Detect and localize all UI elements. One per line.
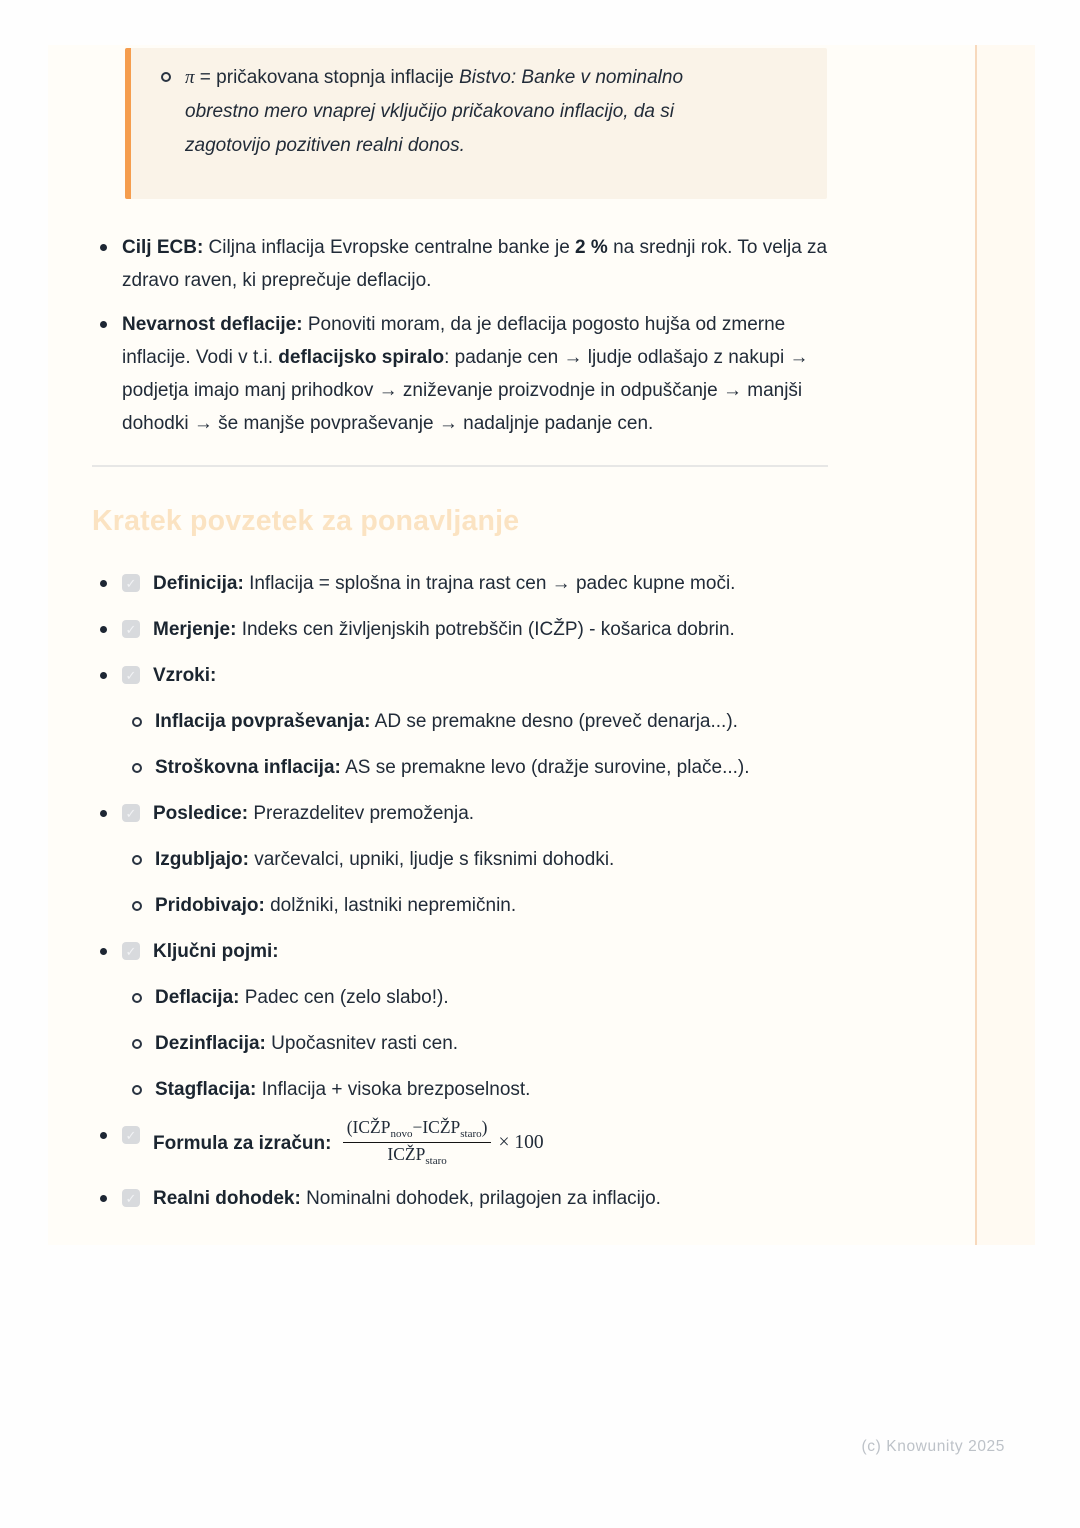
bullet-paragraph xyxy=(92,231,828,297)
checklist-item-label: Ključni pojmi: xyxy=(153,941,279,962)
checklist-item-text xyxy=(153,567,735,600)
text-segment: 2 % xyxy=(575,237,608,258)
checklist-subitem-value: AS se premakne levo (dražje surovine, plače...). xyxy=(340,757,750,778)
circle-bullet-icon xyxy=(132,717,142,727)
checklist-subitem-text xyxy=(155,1027,458,1060)
text-segment: na srednji rok. To velja za zdravo raven, ki preprečuje deflacijo. xyxy=(122,237,828,291)
checklist-subitem-label: Pridobivajo: xyxy=(155,895,265,916)
checklist-item-value: Indeks cen življenjskih potrebščin (ICŽP) - košarica dobrin. xyxy=(236,619,735,640)
checklist xyxy=(92,567,828,1215)
checklist-subitem-text xyxy=(155,843,614,876)
checklist-subitem-label: Stroškovna inflacija: xyxy=(155,757,341,778)
checklist-item-text xyxy=(153,797,474,830)
checkbox-checked-icon[interactable] xyxy=(122,942,140,960)
checklist-item-label: Definicija: xyxy=(153,573,244,594)
document-page xyxy=(48,45,1035,1245)
checklist-subitem-label: Deflacija: xyxy=(155,987,240,1008)
formula-suffix: × 100 xyxy=(498,1131,544,1153)
checklist-item-label: Merjenje: xyxy=(153,619,237,640)
checkbox-checked-icon[interactable] xyxy=(122,666,140,684)
callout-text xyxy=(185,61,731,163)
checkmark-icon: ✓ xyxy=(125,621,137,637)
bullet-paragraphs xyxy=(92,231,828,440)
page-margin-line xyxy=(975,45,977,1245)
callout-box xyxy=(125,48,827,199)
checklist-item xyxy=(92,935,828,968)
checklist-item-text xyxy=(153,1119,544,1169)
text-segment: Ponoviti moram, da je deflacija pogosto hujša od zmerne inflacije. Vodi v t.i. xyxy=(122,314,786,368)
checklist-subitem-text xyxy=(155,1073,530,1106)
text-segment: = pričakovana stopnja inflacije xyxy=(194,67,460,88)
checklist-item xyxy=(92,613,828,646)
checklist-item-value: Prerazdelitev premoženja. xyxy=(248,803,475,824)
checklist-subitem-value: AD se premakne desno (preveč denarja...). xyxy=(370,711,738,732)
checkmark-icon: ✓ xyxy=(125,943,137,959)
circle-bullet-icon xyxy=(132,901,142,911)
checklist-item-text xyxy=(153,613,735,646)
bullet-paragraph xyxy=(92,308,828,440)
text-segment: Ciljna inflacija Evropske centralne banke je xyxy=(203,237,576,258)
section-heading: Kratek povzetek za ponavljanje xyxy=(92,505,520,537)
checkmark-icon: ✓ xyxy=(125,575,137,591)
checklist-item-label: Posledice: xyxy=(153,803,249,824)
text-segment: Nevarnost deflacije: xyxy=(122,314,303,335)
dot-bullet-icon xyxy=(100,580,107,587)
checklist-item-text xyxy=(153,935,279,968)
formula-term: ICŽP xyxy=(387,1144,426,1164)
checkbox-checked-icon[interactable] xyxy=(122,1126,140,1144)
checkmark-icon: ✓ xyxy=(125,667,137,683)
callout-list-item xyxy=(155,61,731,163)
checklist-subitem-label: Inflacija povpraševanja: xyxy=(155,711,371,732)
dot-bullet-icon xyxy=(100,1132,107,1139)
circle-bullet-icon xyxy=(132,1085,142,1095)
checklist-item-value: Inflacija = splošna in trajna rast cen → padec kupne moči. xyxy=(243,573,736,594)
checklist-subitem-label: Dezinflacija: xyxy=(155,1033,266,1054)
checkmark-icon: ✓ xyxy=(125,805,137,821)
text-segment: π xyxy=(185,67,195,88)
dot-bullet-icon xyxy=(100,626,107,633)
page-margin-stripe xyxy=(976,45,1035,1245)
checklist-subitem xyxy=(132,889,828,922)
formula-term: novo xyxy=(390,1128,413,1140)
checklist-subitem xyxy=(132,981,828,1014)
checklist-subitem xyxy=(132,751,828,784)
checkmark-icon: ✓ xyxy=(125,1190,137,1206)
checklist-subitem-label: Stagflacija: xyxy=(155,1079,257,1100)
formula-term: staro xyxy=(425,1155,447,1167)
checklist-item-label: Formula za izračun: xyxy=(153,1133,332,1155)
circle-bullet-icon xyxy=(132,993,142,1003)
dot-bullet-icon xyxy=(100,1195,107,1202)
checklist-item xyxy=(92,659,828,692)
checklist-subitem-text xyxy=(155,981,449,1014)
circle-bullet-icon xyxy=(132,1039,142,1049)
checklist-subitem xyxy=(132,1073,828,1106)
formula-fraction xyxy=(343,1117,492,1167)
formula-denominator xyxy=(383,1143,450,1167)
paragraph-text xyxy=(122,308,828,440)
checklist-item xyxy=(92,1182,828,1215)
checklist-subitem xyxy=(132,843,828,876)
circle-bullet-icon xyxy=(132,855,142,865)
checkbox-checked-icon[interactable] xyxy=(122,574,140,592)
text-segment: deflacijsko spiralo xyxy=(278,347,445,368)
checklist-subitem-value: Padec cen (zelo slabo!). xyxy=(239,987,449,1008)
footer-copyright: (c) Knowunity 2025 xyxy=(861,1438,1005,1455)
section-divider xyxy=(92,465,828,467)
circle-bullet-icon xyxy=(161,72,171,82)
dot-bullet-icon xyxy=(100,321,107,328)
checklist-subitem-value: Inflacija + visoka brezposelnost. xyxy=(256,1079,531,1100)
dot-bullet-icon xyxy=(100,948,107,955)
formula-term: staro xyxy=(460,1128,482,1140)
formula-term: −ICŽP xyxy=(412,1117,461,1137)
checklist-subitem xyxy=(132,705,828,738)
checkmark-icon: ✓ xyxy=(125,1127,137,1143)
checklist-item xyxy=(92,1119,828,1169)
checklist-subitem-value: Upočasnitev rasti cen. xyxy=(265,1033,459,1054)
dot-bullet-icon xyxy=(100,672,107,679)
checkbox-checked-icon[interactable] xyxy=(122,804,140,822)
formula-term: (ICŽP xyxy=(346,1117,391,1137)
circle-bullet-icon xyxy=(132,763,142,773)
checklist-subitem-value: dolžniki, lastniki nepremičnin. xyxy=(264,895,517,916)
checklist-item-label: Realni dohodek: xyxy=(153,1188,301,1209)
checklist-subitem-label: Izgubljajo: xyxy=(155,849,249,870)
checklist-subitem-text xyxy=(155,889,516,922)
text-segment: Bistvo: Banke v nominalno obrestno mero vnaprej vključijo pričakovano inflacijo, da si zagotovijo pozitiven realni donos. xyxy=(185,67,684,156)
checklist-item-text xyxy=(153,659,216,692)
dot-bullet-icon xyxy=(100,244,107,251)
inflation-formula xyxy=(343,1117,544,1167)
checklist-item xyxy=(92,567,828,600)
text-segment: Cilj ECB: xyxy=(122,237,204,258)
page-content xyxy=(92,48,828,1215)
checkbox-checked-icon[interactable] xyxy=(122,1189,140,1207)
checklist-item-value: Nominalni dohodek, prilagojen za inflacijo. xyxy=(300,1188,661,1209)
checklist-subitem-text xyxy=(155,705,738,738)
text-segment: : padanje cen → ljudje odlašajo z nakupi → podjetja imajo manj prihodkov → zniževanje proizvodnje in odpuščanje → manjši dohodki → še manjše povpraševanje → nadaljnje padanje cen. xyxy=(122,347,809,434)
checklist-item xyxy=(92,797,828,830)
checklist-subitem-text xyxy=(155,751,750,784)
dot-bullet-icon xyxy=(100,810,107,817)
checklist-subitem-value: varčevalci, upniki, ljudje s fiksnimi dohodki. xyxy=(248,849,615,870)
formula-term: ) xyxy=(481,1117,488,1137)
checklist-subitem xyxy=(132,1027,828,1060)
checklist-item-text xyxy=(153,1182,661,1215)
checkbox-checked-icon[interactable] xyxy=(122,620,140,638)
paragraph-text xyxy=(122,231,828,297)
checklist-item-label: Vzroki: xyxy=(153,665,217,686)
formula-numerator xyxy=(343,1117,492,1143)
